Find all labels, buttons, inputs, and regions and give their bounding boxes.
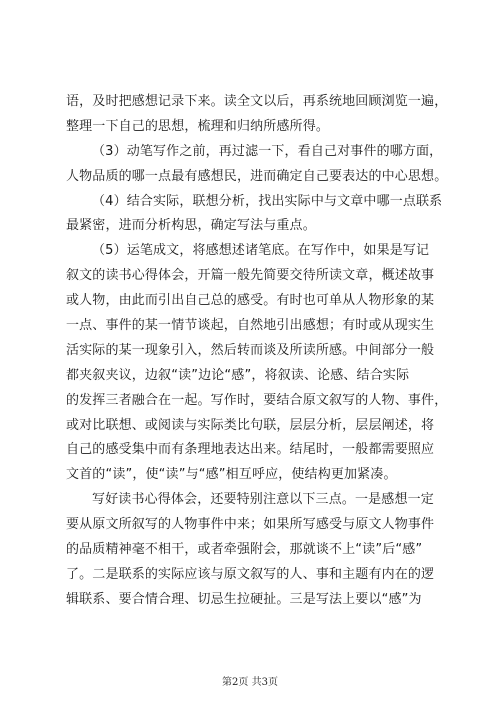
document-body: [66, 90, 460, 613]
text-line: 叙文的读书心得体会，开篇一般先简要交待所读文章，概述故事: [66, 268, 435, 284]
text-line: 要从原文所叙写的人物事件中来；如果所写感受与原文人物事件: [66, 517, 435, 533]
text-line: 或对比联想、或阅读与实际类比句联，层层分析，层层阐述，将: [66, 417, 435, 433]
text-line: 活实际的某一现象引入，然后转而谈及所读所感。中间部分一般: [66, 342, 435, 358]
text-line: 自己的感受集中而有条理地表达出来。结尾时，一般都需要照应: [66, 442, 435, 458]
text-line: （3）动笔写作之前，再过滤一下，看自己对事件的哪方面，: [92, 143, 443, 159]
text-line: 人物品质的哪一点最有感想民，进而确定自己要表达的中心思想。: [66, 168, 448, 184]
text-line: （4）结合实际，联想分析，找出实际中与文章中哪一点联系: [92, 193, 443, 209]
page-number-footer: 第2页 共3页: [222, 677, 278, 688]
text-line: 最紧密，进而分析构思，确定写法与重点。: [66, 218, 316, 234]
text-line: 的品质精神毫不相干，或者牵强附会，那就谈不上“读”后“感”: [66, 542, 423, 558]
text-line: 文首的“读”，使“读”与“感”相互呼应，使结构更加紧凑。: [66, 467, 397, 483]
text-line: 了。二是联系的实际应该与原文叙写的人、事和主题有内在的逻: [66, 566, 435, 582]
text-line: 都夹叙夹议，边叙“读”边论“感”，将叙读、论感、结合实际: [66, 367, 410, 383]
text-line: 整理一下自己的思想，梳理和归纳所感所得。: [66, 118, 330, 134]
text-line: 写好读书心得体会，还要特别注意以下三点。一是感想一定: [92, 492, 434, 508]
text-line: 一点、事件的某一情节谈起，自然地引出感想；有时或从现实生: [66, 318, 435, 334]
text-line: 辑联系、要合情合理、切忌生拉硬扯。三是写法上要以“感”为: [66, 591, 422, 607]
text-line: 或人物，由此而引出自己总的感受。有时也可单从人物形象的某: [66, 293, 435, 309]
text-line: 语，及时把感想记录下来。读全文以后，再系统地回顾浏览一遍，: [66, 94, 448, 109]
text-line: （5）运笔成文，将感想述诸笔底。在写作中，如果是写记: [92, 243, 430, 259]
text-line: 的发挥三者融合在一起。写作时，要结合原文叙写的人物、事件，: [66, 392, 448, 408]
